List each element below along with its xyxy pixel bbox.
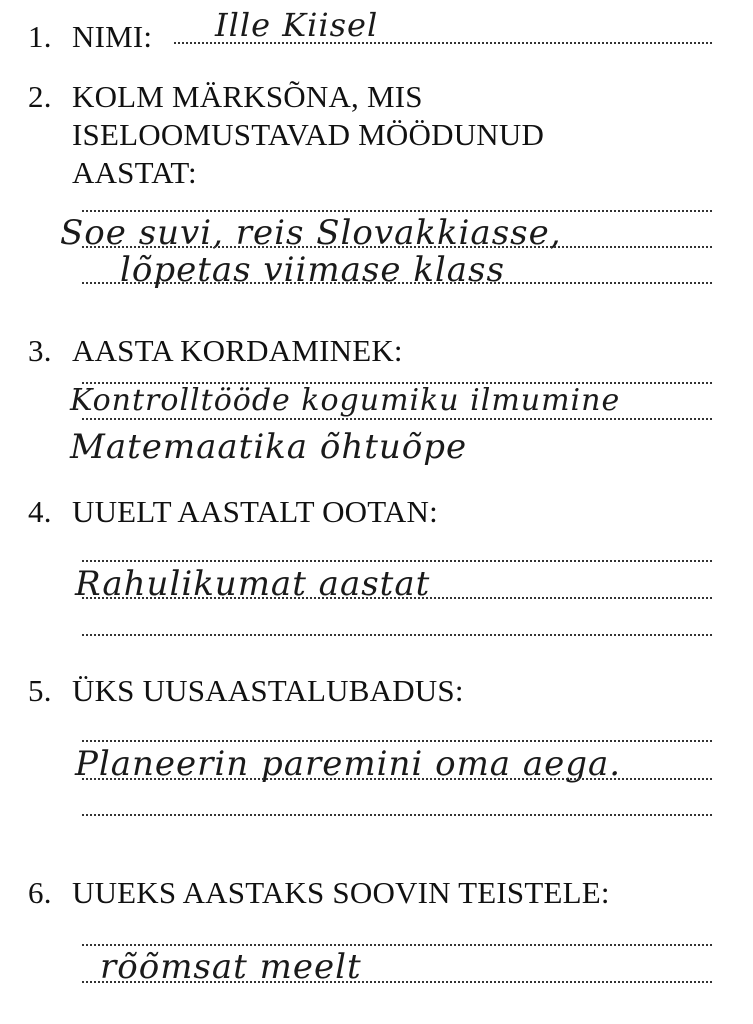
question-number: 6. [28,875,52,910]
answer-line [82,597,712,599]
question-label: AASTA KORDAMINEK: [72,333,403,368]
answer-line [82,814,712,816]
question-label: UUEKS AASTAKS SOOVIN TEISTELE: [72,875,610,910]
question-number: 1. [28,19,52,54]
handwritten-answer: lõpetas viimase klass [120,250,505,290]
answer-line [82,246,712,248]
answer-line [82,981,712,983]
answer-line [174,42,712,44]
handwritten-answer: rõõmsat meelt [100,947,362,987]
question-label-line: KOLM MÄRKSÕNA, MIS [72,79,423,114]
handwritten-answer: Planeerin paremini oma aega. [75,744,622,784]
question-label-line: ISELOOMUSTAVAD MÖÖDUNUD [72,117,545,152]
answer-line [82,634,712,636]
question-1 [28,18,152,56]
question-4 [28,493,438,531]
answer-line [82,740,712,742]
question-label [72,78,544,192]
handwritten-answer: Kontrolltööde kogumiku ilmumine [70,383,621,418]
question-number: 3. [28,333,52,368]
question-number: 4. [28,494,52,529]
question-label: NIMI: [72,19,153,54]
answer-line [82,778,712,780]
question-number: 5. [28,673,52,708]
question-number: 2. [28,79,52,114]
answer-line [82,210,712,212]
question-label: ÜKS UUSAASTALUBADUS: [72,673,464,708]
question-5 [28,672,464,710]
question-3 [28,332,403,370]
handwritten-answer: Soe suvi, reis Slovakkiasse, [60,213,562,253]
question-label-line: AASTAT: [72,155,197,190]
name-signature: Ille Kiisel [215,6,379,44]
answer-line [82,944,712,946]
question-label: UUELT AASTALT OOTAN: [72,494,438,529]
answer-line [82,418,712,420]
handwritten-answer: Matemaatika õhtuõpe [70,427,468,467]
question-2 [28,78,544,192]
handwritten-answer: Rahulikumat aastat [75,564,431,604]
question-6 [28,874,610,912]
answer-line [82,282,712,284]
answer-line [82,560,712,562]
